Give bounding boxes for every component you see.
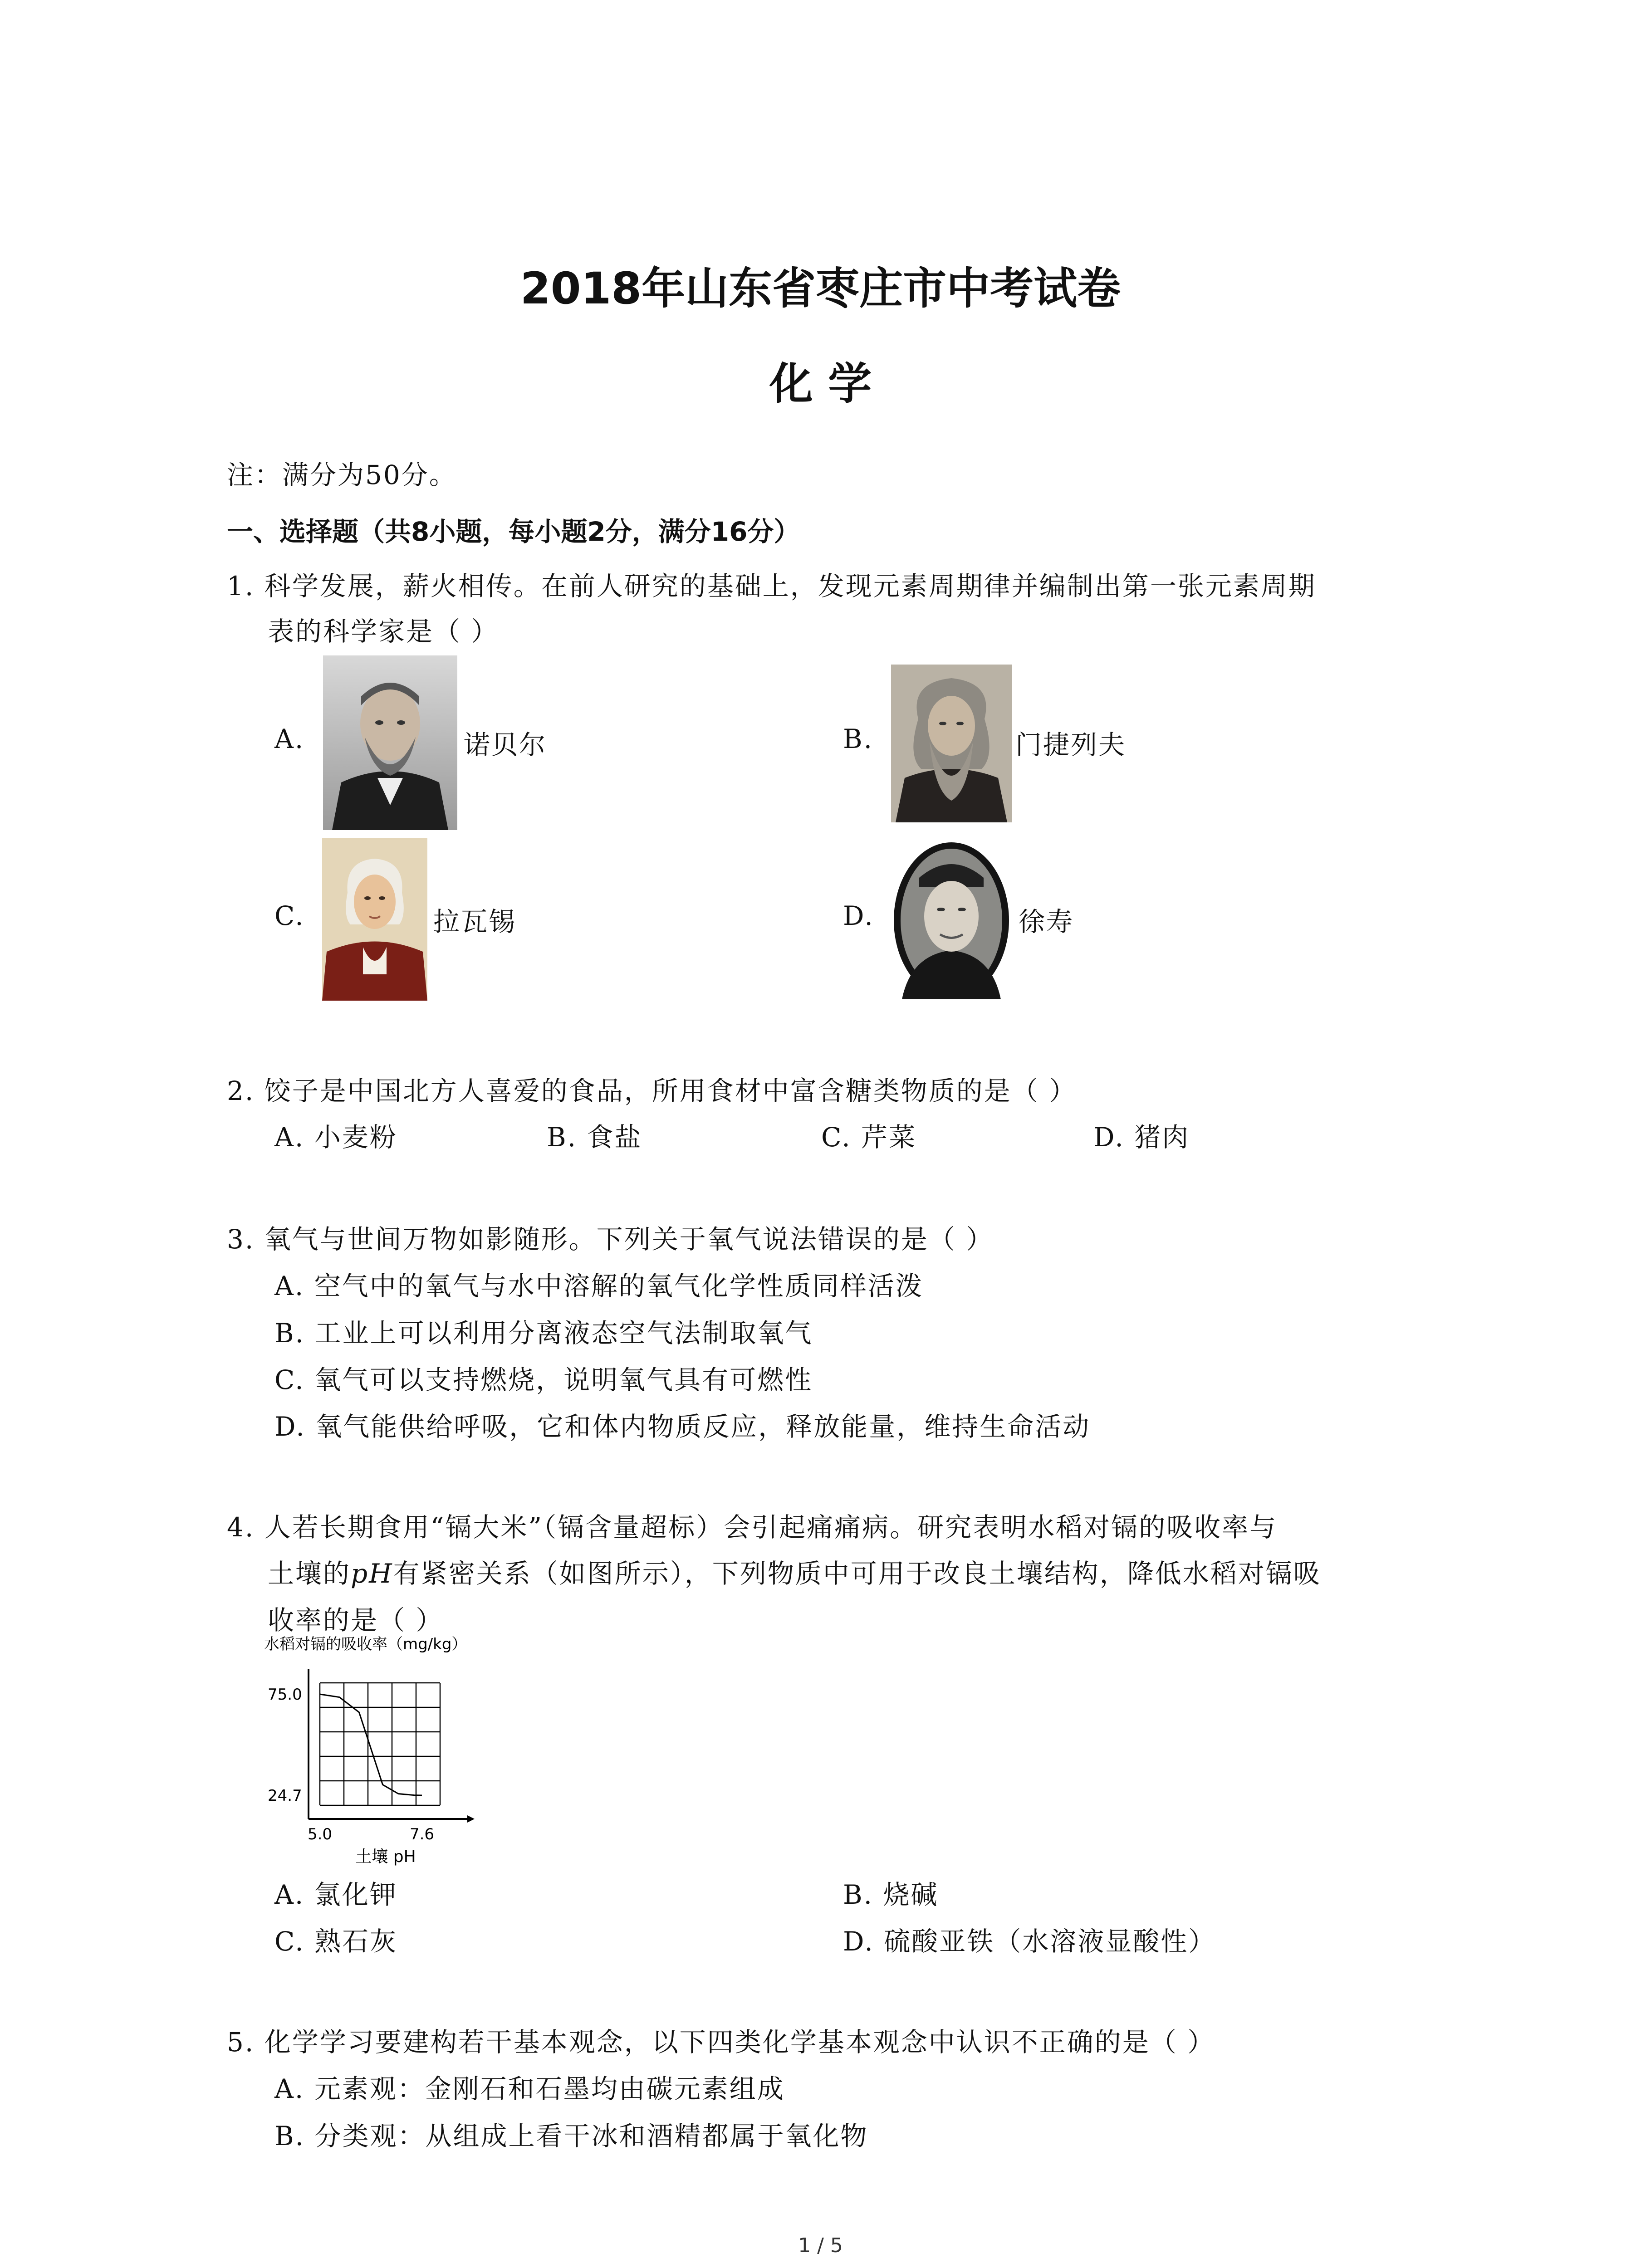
chart-svg — [259, 1633, 495, 1869]
q5-option-a[interactable]: A. 元素观：金刚石和石墨均由碳元素组成 — [274, 2073, 785, 2104]
q3-stem: 3. 氧气与世间万物如影随形。下列关于氧气说法错误的是（ ） — [227, 1224, 994, 1255]
q4-stem-line1: 4. 人若长期食用“镉大米”（镉含量超标）会引起痛痛病。研究表明水稻对镉的吸收率与 — [227, 1512, 1278, 1543]
q4-option-a[interactable]: A. 氯化钾 — [274, 1879, 397, 1910]
portrait-mendeleev-image — [891, 665, 1012, 822]
portrait-nobel-image — [323, 655, 457, 830]
q1-option-b-text: 门捷列夫 — [1015, 729, 1127, 760]
q2-option-b[interactable]: B. 食盐 — [547, 1122, 642, 1153]
q3-option-b[interactable]: B. 工业上可以利用分离液态空气法制取氧气 — [274, 1318, 813, 1349]
x-tick-label: 7.6 — [409, 1825, 435, 1843]
q4-stem-line2: 土壤的pH有紧密关系（如图所示），下列物质中可用于改良土壤结构，降低水稻对镉吸 — [268, 1558, 1321, 1589]
portrait-xushou-image — [893, 841, 1010, 999]
q2-option-a[interactable]: A. 小麦粉 — [274, 1122, 397, 1153]
q3-option-d[interactable]: D. 氧气能供给呼吸，它和体内物质反应，释放能量，维持生命活动 — [274, 1411, 1091, 1442]
q1-option-c-letter[interactable]: C. — [274, 900, 305, 931]
q5-option-b[interactable]: B. 分类观：从组成上看干冰和酒精都属于氧化物 — [274, 2121, 868, 2151]
score-note: 注：满分为50分。 — [227, 459, 457, 490]
x-axis-arrow — [467, 1815, 475, 1823]
q1-stem-line2: 表的科学家是（ ） — [268, 616, 499, 647]
q2-option-d[interactable]: D. 猪肉 — [1093, 1122, 1190, 1153]
q1-option-b-letter[interactable]: B. — [843, 723, 874, 754]
y-tick-label: 75.0 — [268, 1686, 302, 1704]
cadmium-ph-chart — [259, 1633, 495, 1869]
ph-symbol: pH — [351, 1558, 393, 1589]
q3-option-a[interactable]: A. 空气中的氧气与水中溶解的氧气化学性质同样活泼 — [274, 1271, 923, 1301]
chart-title: 水稻对镉的吸收率（mg/kg） — [264, 1635, 467, 1653]
chart-grid — [320, 1683, 440, 1805]
q5-stem: 5. 化学学习要建构若干基本观念，以下四类化学基本观念中认识不正确的是（ ） — [227, 2027, 1215, 2058]
q1-option-c-text: 拉瓦锡 — [433, 906, 517, 937]
x-tick-label: 5.0 — [307, 1825, 333, 1843]
portrait-lavoisier-image — [322, 838, 427, 1001]
section-heading: 一、选择题（共8小题，每小题2分，满分16分） — [227, 516, 800, 547]
q4-option-d[interactable]: D. 硫酸亚铁（水溶液显酸性） — [843, 1926, 1216, 1957]
x-axis-label: 土壤 pH — [355, 1848, 416, 1866]
q2-option-c[interactable]: C. 芹菜 — [821, 1122, 917, 1153]
subject-title: 化 学 — [769, 358, 872, 409]
q4-stem-line3: 收率的是（ ） — [268, 1605, 444, 1636]
page-number: 1 / 5 — [798, 2234, 843, 2257]
exam-title: 2018年山东省枣庄市中考试卷 — [520, 263, 1121, 314]
q1-option-d-letter[interactable]: D. — [843, 900, 874, 931]
q4-option-c[interactable]: C. 熟石灰 — [274, 1926, 398, 1957]
q1-stem-line1: 1. 科学发展，薪火相传。在前人研究的基础上，发现元素周期律并编制出第一张元素周期 — [227, 571, 1316, 601]
q2-stem: 2. 饺子是中国北方人喜爱的食品，所用食材中富含糖类物质的是（ ） — [227, 1075, 1077, 1106]
q1-option-a-letter[interactable]: A. — [274, 723, 305, 754]
q3-option-c[interactable]: C. 氧气可以支持燃烧，说明氧气具有可燃性 — [274, 1364, 813, 1395]
absorption-curve-line — [320, 1694, 422, 1795]
q1-option-d-text: 徐寿 — [1019, 906, 1074, 937]
q4-option-b[interactable]: B. 烧碱 — [843, 1879, 939, 1910]
y-tick-label: 24.7 — [268, 1787, 302, 1805]
q1-option-a-text: 诺贝尔 — [464, 729, 547, 760]
